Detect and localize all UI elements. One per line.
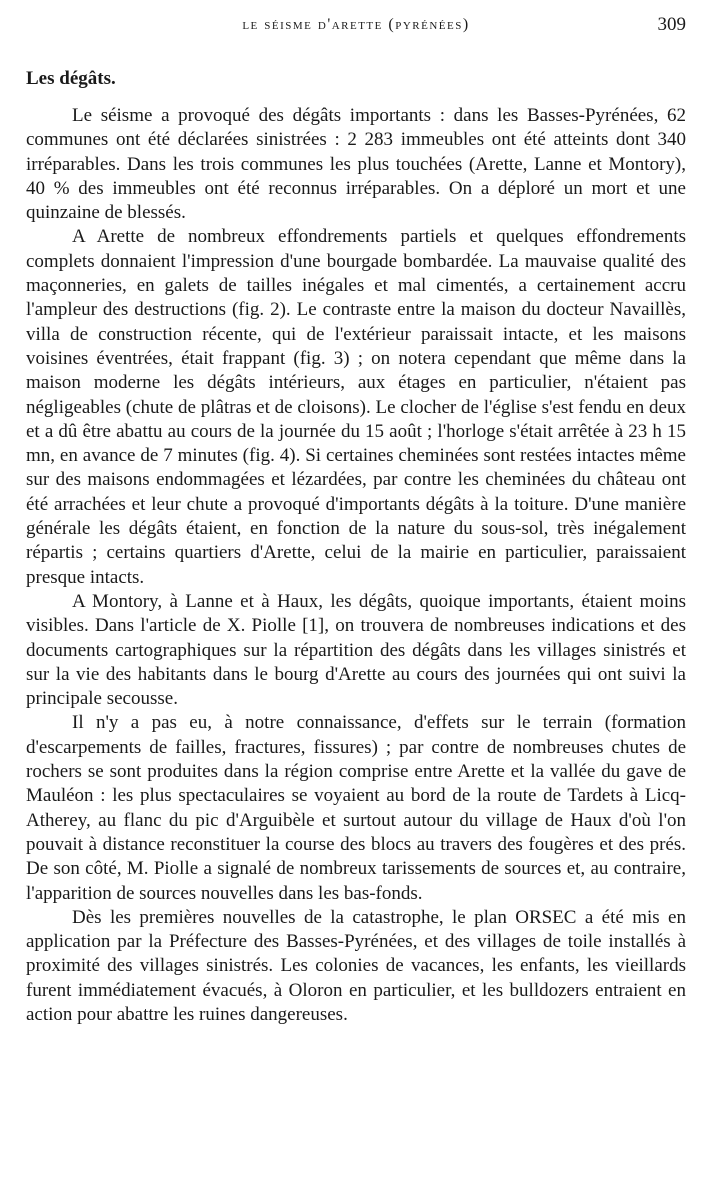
paragraph-3: A Montory, à Lanne et à Haux, les dégâts, quoique importants, étaient moins visibles. Dans l'article de X. Piolle [1], on trouvera de nombreuses indications et des documents cartographiques sur la répartition des dégâts dans les villages sinistrés et sur la vie des habitants dans le bourg d'Arette au cours des journées qui ont suivi la principale secousse. [26, 590, 686, 710]
document-page [26, 12, 686, 1027]
paragraph-2: A Arette de nombreux effondrements partiels et quelques effondrements complets donnaient l'impression d'une bourgade bombardée. La mauvaise qualité des maçonneries, en galets de tailles inégales et mal cimentés, a certainement accru l'ampleur des destructions (fig. 2). Le contraste entre la maison du docteur Navaillès, villa de construction récente, qui de l'extérieur paraissait intacte, et les maisons voisines éventrées, était frappant (fig. 3) ; on notera cependant que même dans la maison moderne les dégâts intérieurs, aux étages en particulier, n'étaient pas négligeables (chute de plâtras et de cloisons). Le clocher de l'église s'est fendu en deux et a dû être abattu au cours de la journée du 15 août ; l'horloge s'était arrêtée à 23 h 15 mn, en avance de 7 minutes (fig. 4). Si certaines cheminées sont restées intactes même sur des maisons endommagées et lézardées, par contre les cheminées du château ont été arrachées et leur chute a provoqué d'importants dégâts à la toiture. D'une manière générale les dégâts étaient, en fonction de la nature du sous-sol, très inégalement répartis ; certains quartiers d'Arette, celui de la mairie en particulier, paraissaient presque intacts. [26, 226, 686, 588]
page-number: 309 [657, 14, 686, 35]
paragraph-5: Dès les premières nouvelles de la catastrophe, le plan ORSEC a été mis en application par la Préfecture des Basses-Pyrénées, et des villages de toile installés à proximité des villages sinistrés. Les colonies de vacances, les enfants, les vieillards furent immédiatement évacués, à Oloron en particulier, et les bulldozers entraient en action pour abattre les ruines dangereuses. [26, 906, 686, 1025]
running-title: le séisme d'arette (pyrénées) [242, 16, 470, 33]
running-header [26, 12, 686, 44]
section-title: Les dégâts. [26, 68, 116, 89]
paragraph-1: Le séisme a provoqué des dégâts importants : dans les Basses-Pyrénées, 62 communes ont été déclarées sinistrées : 2 283 immeubles ont été atteints dont 340 irréparables. Dans les trois communes les plus touchées (Arette, Lanne et Montory), 40 % des immeubles ont été reconnus irréparables. On a déploré un mort et une quinzaine de blessés. [26, 105, 686, 224]
paragraph-4: Il n'y a pas eu, à notre connaissance, d'effets sur le terrain (formation d'escarpements de failles, fractures, fissures) ; par contre de nombreuses chutes de rochers se sont produites dans la région comprise entre Arette et la vallée du gave de Mauléon : les plus spectaculaires se voyaient au bord de la route de Tardets à Licq-Atherey, au flanc du pic d'Arguibèle et surtout autour du village de Haux d'où l'on pouvait à distance reconstituer la course des blocs au travers des fougères et des prés. De son côté, M. Piolle a signalé de nombreux tarissements de sources et, au contraire, l'apparition de sources nouvelles dans les bas-fonds. [26, 712, 686, 904]
